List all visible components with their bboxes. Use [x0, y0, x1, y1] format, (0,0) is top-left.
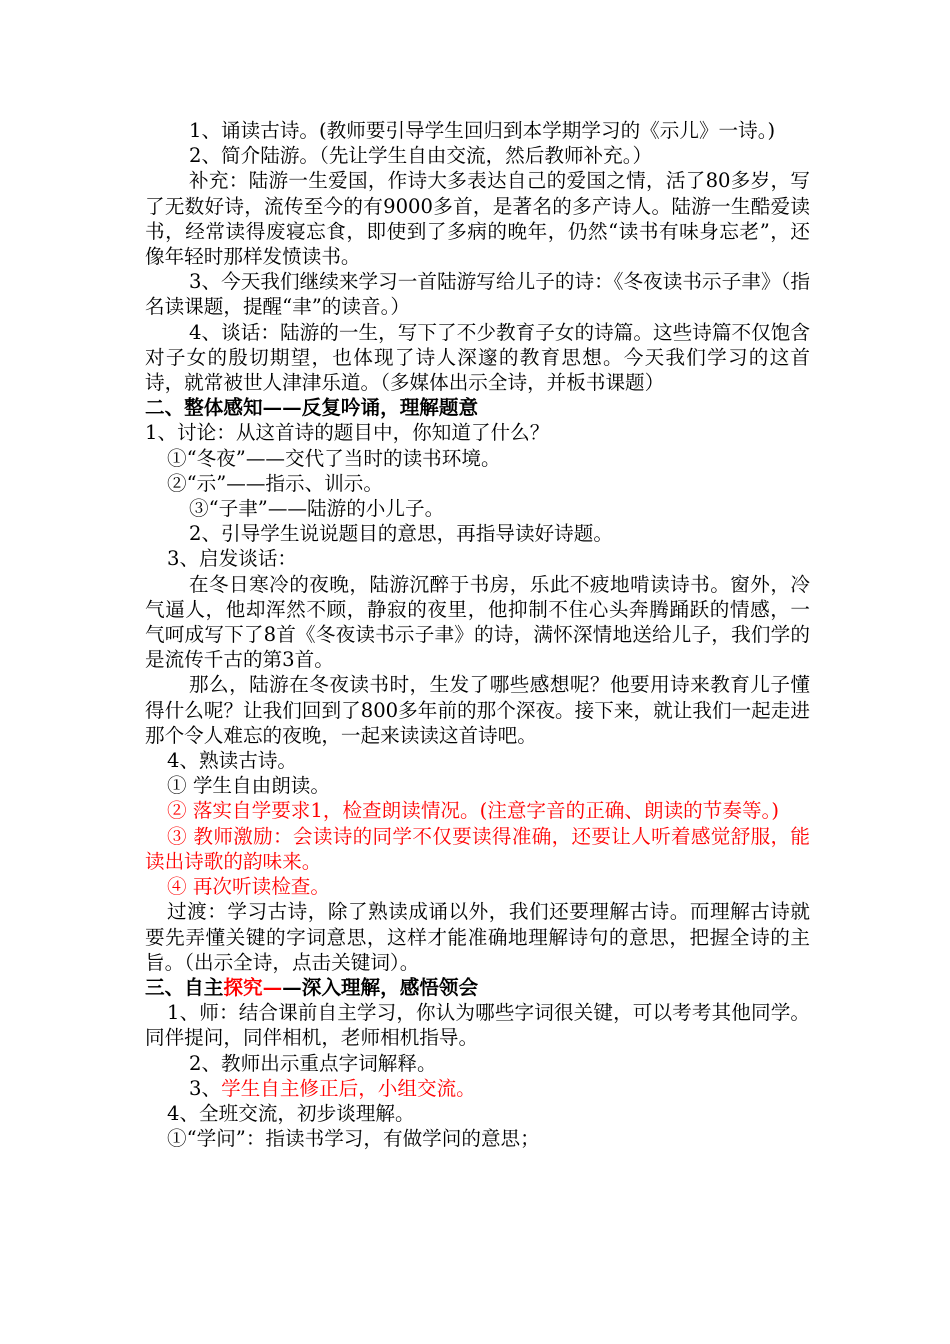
reading-step-2: ② 落实自学要求1，检查朗读情况。(注意字音的正确、朗读的节奏等。) — [167, 799, 779, 823]
intro-item-2: 2、简介陆游。（先让学生自由交流，然后教师补充。） — [189, 144, 653, 168]
intro-supplement: 补充：陆游一生爱国，作诗大多表达自己的爱国之情，活了80多岁，写了无数好诗，流传至今的有9000多首，是著名的多产诗人。陆游一生酷爱读书，经常读得废寝忘食，即使到了多病的晚年，仍然“读书有味身忘老”，还像年轻时那样发愤读书。 — [145, 169, 810, 269]
section-3-heading-dash: — — [262, 975, 283, 999]
word-xuewen: ①“学问”：指读书学习，有做学问的意思； — [167, 1127, 540, 1151]
inspire-talk: 3、启发谈话： — [167, 547, 298, 571]
section-3-heading-highlight: 探究 — [223, 975, 263, 999]
intro-item-1: 1、诵读古诗。(教师要引导学生回归到本学期学习的《示儿》一诗。) — [189, 119, 776, 142]
section-3-heading-part-a: 三、自主 — [145, 975, 224, 999]
reading-step-1: ① 学生自由朗读。 — [167, 774, 330, 798]
group-exchange — [145, 1076, 810, 1101]
teacher-prompt: 1、师：结合课前自主学习，你认为哪些字词很关键，可以考考其他同学。同伴提问，同伴相机，老师相机指导。 — [145, 1001, 810, 1050]
group-exchange-number: 3、 — [189, 1076, 222, 1100]
guide-title-reading: 2、引导学生说说题目的意思，再指导读好诗题。 — [189, 522, 613, 546]
section-3-heading-part-d: —深入理解，感悟领会 — [282, 975, 479, 999]
intro-item-3: 3、今天我们继续来学习一首陆游写给儿子的诗：《冬夜读书示子聿》（指名读课题，提醒“聿”的读音。） — [145, 270, 810, 319]
intro-item-4: 4、谈话：陆游的一生，写下了不少教育子女的诗篇。这些诗篇不仅饱含对子女的殷切期望，也体现了诗人深邃的教育思想。今天我们学习的这首诗，就常被世人津津乐道。（多媒体出示全诗，并板书课题） — [145, 320, 810, 395]
discussion-question: 1、讨论：从这首诗的题目中，你知道了什么？ — [145, 421, 550, 445]
inspire-paragraph-2: 那么，陆游在冬夜读书时，生发了哪些感想呢？他要用诗来教育儿子懂得什么呢？让我们回到了800多年前的那个深夜。接下来，就让我们一起走进那个令人难忘的夜晚，一起来读读这首诗吧。 — [145, 673, 810, 747]
title-note-1: ①“冬夜”——交代了当时的读书环境。 — [167, 446, 501, 470]
section-3-heading — [145, 975, 810, 1000]
section-2-heading: 二、整体感知——反复吟诵，理解题意 — [145, 396, 479, 420]
key-word-explanation: 2、教师出示重点字词解释。 — [189, 1051, 437, 1075]
document-page — [145, 118, 810, 1151]
read-poem: 4、熟读古诗。 — [167, 749, 298, 773]
reading-step-4: ④ 再次听读检查。 — [167, 875, 330, 899]
class-exchange: 4、全班交流，初步谈理解。 — [167, 1101, 415, 1125]
reading-step-3: ③ 教师激励：会读诗的同学不仅要读得准确，还要让人听着感觉舒服，能读出诗歌的韵味来。 — [145, 824, 810, 873]
inspire-paragraph-1: 在冬日寒冷的夜晚，陆游沉醉于书房，乐此不疲地啃读诗书。窗外，冷气逼人，他却浑然不顾，静寂的夜里，他抑制不住心头奔腾踊跃的情感，一气呵成写下了8首《冬夜读书示子聿》的诗，满怀深情地送给儿子，我们学的是流传千古的第3首。 — [145, 572, 810, 672]
title-note-3: ③“子聿”——陆游的小儿子。 — [189, 497, 445, 521]
title-note-2: ②“示”——指示、训示。 — [167, 471, 383, 495]
transition-paragraph: 过渡：学习古诗，除了熟读成诵以外，我们还要理解古诗。而理解古诗就要先弄懂关键的字词意思，这样才能准确地理解诗句的意思，把握全诗的主旨。（出示全诗，点击关键词）。 — [145, 900, 810, 974]
group-exchange-text: 学生自主修正后，小组交流。 — [221, 1076, 476, 1100]
